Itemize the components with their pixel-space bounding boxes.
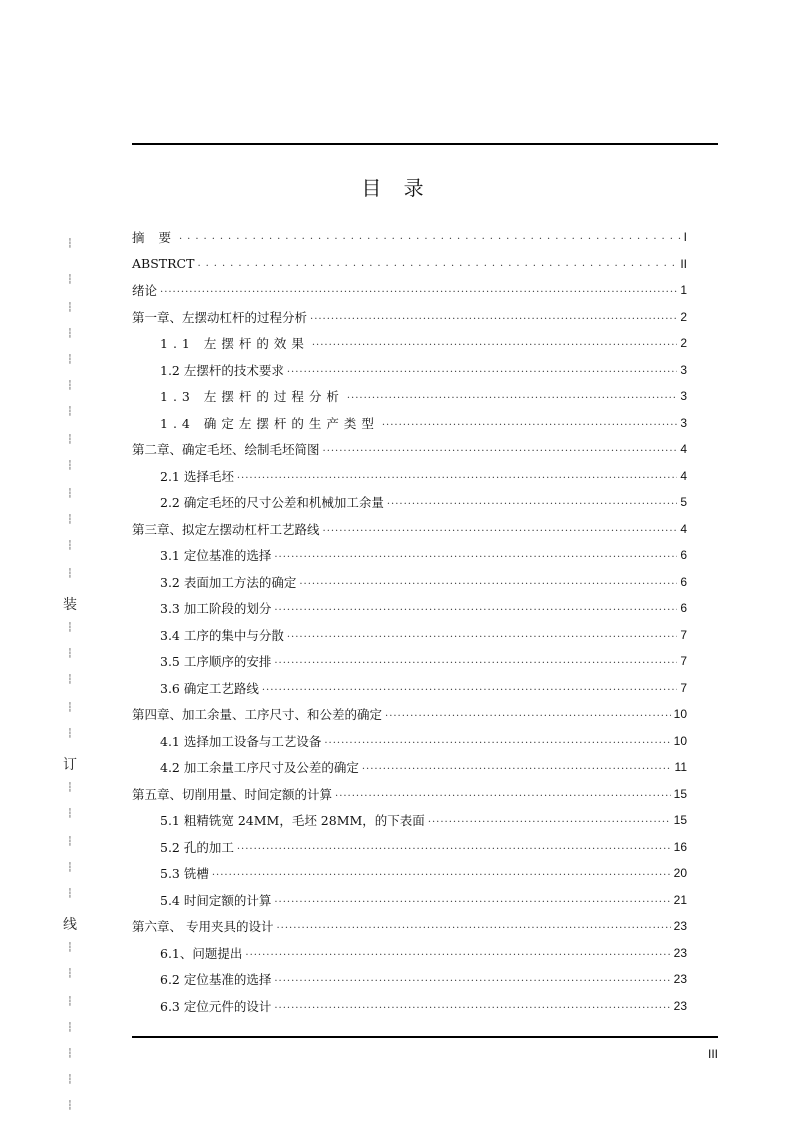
binding-dash: ┆ <box>67 863 73 873</box>
binding-dash: ┆ <box>67 541 73 551</box>
toc-leader-dots <box>160 277 677 303</box>
binding-dash: ┆ <box>67 649 73 659</box>
toc-leader-dots <box>287 622 677 648</box>
toc-entry-label: 5.2 孔的加工 <box>160 839 234 855</box>
toc-entry-label: 5.1 粗精铣宽 24MM，毛坯 28MM，的下表面 <box>160 813 425 828</box>
toc-entry-page: 23 <box>673 972 687 986</box>
toc-entry-label: 第四章、加工余量、工序尺寸、和公差的确定 <box>132 707 383 722</box>
toc-entry-page: 4 <box>680 442 687 456</box>
binding-dash: ┆ <box>67 783 73 793</box>
binding-dash: ┆ <box>67 303 73 313</box>
toc-leader-dots <box>197 251 677 277</box>
toc-entry-page: 4 <box>680 468 687 483</box>
toc-entry[interactable] <box>132 834 687 860</box>
toc-entry[interactable] <box>132 304 687 330</box>
toc-entry-page: 1 <box>680 283 687 297</box>
toc-entry-page: 10 <box>673 733 687 748</box>
toc-leader-dots <box>287 357 677 383</box>
toc-entry[interactable] <box>132 701 687 727</box>
page-number: III <box>707 1047 718 1061</box>
toc-entry[interactable] <box>132 224 687 250</box>
toc-entry-label: 2.2 确定毛坯的尺寸公差和机械加工余量 <box>160 495 384 510</box>
toc-entry-page: 3 <box>680 362 687 377</box>
toc-leader-dots <box>212 860 671 886</box>
toc-entry-label: 3.1 定位基准的选择 <box>160 548 272 563</box>
toc-leader-dots <box>274 966 670 992</box>
binding-char-zhuang: 装 <box>63 597 77 613</box>
toc-leader-dots <box>179 224 681 250</box>
toc-entry-page: 7 <box>680 627 687 642</box>
toc-entry-label: 6.3 定位元件的设计 <box>160 998 272 1014</box>
binding-dash: ┆ <box>67 461 73 471</box>
toc-entry-page: I <box>683 230 687 244</box>
toc-entry-page: 5 <box>680 495 687 509</box>
binding-line <box>58 240 82 1120</box>
toc-entry-page: 10 <box>673 707 687 721</box>
binding-dash: ┆ <box>67 837 73 847</box>
toc-entry-label: 第五章、切削用量、时间定额的计算 <box>132 786 333 802</box>
toc-entry[interactable] <box>132 251 687 277</box>
toc-entry[interactable] <box>132 860 687 886</box>
toc-entry[interactable] <box>132 754 687 780</box>
toc-entry[interactable] <box>132 357 687 383</box>
binding-dash: ┆ <box>67 435 73 445</box>
toc-entry-page: 6 <box>680 574 687 589</box>
toc-entry[interactable] <box>132 516 687 542</box>
toc-leader-dots <box>347 383 677 409</box>
toc-entry-page: II <box>680 256 687 271</box>
toc-leader-dots <box>335 781 671 807</box>
toc-entry-page: 6 <box>680 548 687 562</box>
toc-entry-label: 5.4 时间定额的计算 <box>160 892 272 908</box>
toc-leader-dots <box>428 807 671 833</box>
toc-entry-page: 6 <box>680 601 687 615</box>
toc-entry-label: 1.3 左摆杆的过程分析 <box>160 389 344 404</box>
toc-leader-dots <box>299 569 677 595</box>
toc-entry[interactable] <box>132 489 687 515</box>
toc-entry-page: 15 <box>673 786 687 801</box>
binding-dash: ┆ <box>67 703 73 713</box>
binding-dash: ┆ <box>67 569 73 579</box>
toc-entry-label: 2.1 选择毛坯 <box>160 468 234 484</box>
toc-entry[interactable] <box>132 436 687 462</box>
toc-leader-dots <box>274 542 677 568</box>
toc-entry-page: 2 <box>680 309 687 324</box>
toc-entry-page: 23 <box>673 919 687 933</box>
toc-leader-dots <box>276 913 670 939</box>
toc-entry-label: 5.3 铣槽 <box>160 866 209 881</box>
toc-entry-label: 6.1、问题提出 <box>160 945 243 961</box>
toc-entry[interactable] <box>132 913 687 939</box>
toc-entry-label: 3.5 工序顺序的安排 <box>160 654 272 669</box>
binding-dash: ┆ <box>67 969 73 979</box>
binding-dash: ┆ <box>67 407 73 417</box>
binding-dash: ┆ <box>67 997 73 1007</box>
toc-leader-dots <box>237 834 671 860</box>
toc-entry-label: 第二章、确定毛坯、绘制毛坯简图 <box>132 442 320 457</box>
toc-entry-page: 11 <box>674 760 687 774</box>
toc-leader-dots <box>382 410 677 436</box>
toc-entry-label: 3.4 工序的集中与分散 <box>160 627 284 643</box>
binding-dash: ┆ <box>67 889 73 899</box>
toc-entry-page: 3 <box>680 389 687 403</box>
binding-dash: ┆ <box>67 809 73 819</box>
binding-dash: ┆ <box>67 675 73 685</box>
binding-dash: ┆ <box>67 729 73 739</box>
toc-entry[interactable] <box>132 277 687 303</box>
toc-entry-page: 20 <box>673 866 687 880</box>
toc-entry[interactable] <box>132 781 687 807</box>
binding-dash: ┆ <box>67 381 73 391</box>
toc-leader-dots <box>262 675 677 701</box>
binding-dash: ┆ <box>67 239 73 249</box>
toc-entry-page: 2 <box>680 336 687 350</box>
toc-leader-dots <box>274 595 677 621</box>
toc-entry-label: 第三章、拟定左摆动杠杆工艺路线 <box>132 521 320 537</box>
toc-leader-dots <box>274 993 670 1019</box>
binding-char-ding: 订 <box>63 757 77 773</box>
binding-dash: ┆ <box>67 355 73 365</box>
toc-entry-label: 1.4 确定左摆杆的生产类型 <box>160 415 379 431</box>
toc-leader-dots <box>387 489 677 515</box>
toc-entry-label: 6.2 定位基准的选择 <box>160 972 272 987</box>
toc-entry-page: 7 <box>680 654 687 668</box>
toc-entry[interactable] <box>132 993 687 1019</box>
toc-entry-page: 3 <box>680 415 687 430</box>
toc-entry-label: 绪论 <box>132 283 158 298</box>
footer-rule <box>132 1036 718 1038</box>
toc-leader-dots <box>245 940 670 966</box>
toc-leader-dots <box>274 887 670 913</box>
toc-entry[interactable] <box>132 675 687 701</box>
toc-entry-page: 16 <box>673 839 687 854</box>
toc-leader-dots <box>237 463 677 489</box>
toc-leader-dots <box>274 648 677 674</box>
page-title: 目 录 <box>361 176 432 200</box>
toc-entry-label: 1.2 左摆杆的技术要求 <box>160 362 284 378</box>
toc-entry-label: 摘 要 <box>132 230 176 245</box>
toc-leader-dots <box>310 304 677 330</box>
header-rule <box>132 143 718 145</box>
binding-dash: ┆ <box>67 489 73 499</box>
toc-entry[interactable] <box>132 966 687 992</box>
binding-dash: ┆ <box>67 515 73 525</box>
toc-entry[interactable] <box>132 595 687 621</box>
toc-entry[interactable] <box>132 807 687 833</box>
toc-entry[interactable] <box>132 542 687 568</box>
toc-entry[interactable] <box>132 887 687 913</box>
toc-entry-page: 4 <box>680 521 687 536</box>
toc-entry-page: 23 <box>673 945 687 960</box>
binding-dash: ┆ <box>67 1049 73 1059</box>
toc-entry[interactable] <box>132 569 687 595</box>
toc-entry[interactable] <box>132 940 687 966</box>
toc-entry-label: 第一章、左摆动杠杆的过程分析 <box>132 309 308 325</box>
toc-entry-page: 21 <box>673 892 687 907</box>
binding-dash: ┆ <box>67 275 73 285</box>
binding-dash: ┆ <box>67 1101 73 1111</box>
toc-leader-dots <box>362 754 672 780</box>
binding-dash: ┆ <box>67 1075 73 1085</box>
toc-entry[interactable] <box>132 728 687 754</box>
binding-dash: ┆ <box>67 329 73 339</box>
toc-leader-dots <box>323 516 678 542</box>
toc-leader-dots <box>312 330 677 356</box>
toc-entry-label: ABSTRCT <box>132 256 195 271</box>
toc-entry[interactable] <box>132 383 687 409</box>
toc-entry[interactable] <box>132 410 687 436</box>
toc-entry-label: 3.2 表面加工方法的确定 <box>160 574 297 590</box>
binding-dash: ┆ <box>67 623 73 633</box>
toc-entry[interactable] <box>132 463 687 489</box>
binding-dash: ┆ <box>67 943 73 953</box>
toc-entry-label: 3.3 加工阶段的划分 <box>160 601 272 616</box>
toc-entry-page: 23 <box>673 998 687 1013</box>
toc-entry[interactable] <box>132 330 687 356</box>
binding-dash: ┆ <box>67 1023 73 1033</box>
toc-entry-label: 1.1 左摆杆的效果 <box>160 336 309 351</box>
toc-entry-label: 4.2 加工余量工序尺寸及公差的确定 <box>160 760 359 775</box>
toc-entry-page: 7 <box>680 680 687 695</box>
toc-leader-dots <box>323 436 678 462</box>
toc-entry-label: 3.6 确定工艺路线 <box>160 680 259 696</box>
toc-entry[interactable] <box>132 622 687 648</box>
toc-entry-label: 4.1 选择加工设备与工艺设备 <box>160 733 322 749</box>
toc-leader-dots <box>385 701 671 727</box>
toc-entry-page: 15 <box>673 813 687 827</box>
binding-char-xian: 线 <box>63 917 77 933</box>
toc-leader-dots <box>324 728 670 754</box>
toc-entry[interactable] <box>132 648 687 674</box>
toc-entry-label: 第六章、 专用夹具的设计 <box>132 919 274 934</box>
